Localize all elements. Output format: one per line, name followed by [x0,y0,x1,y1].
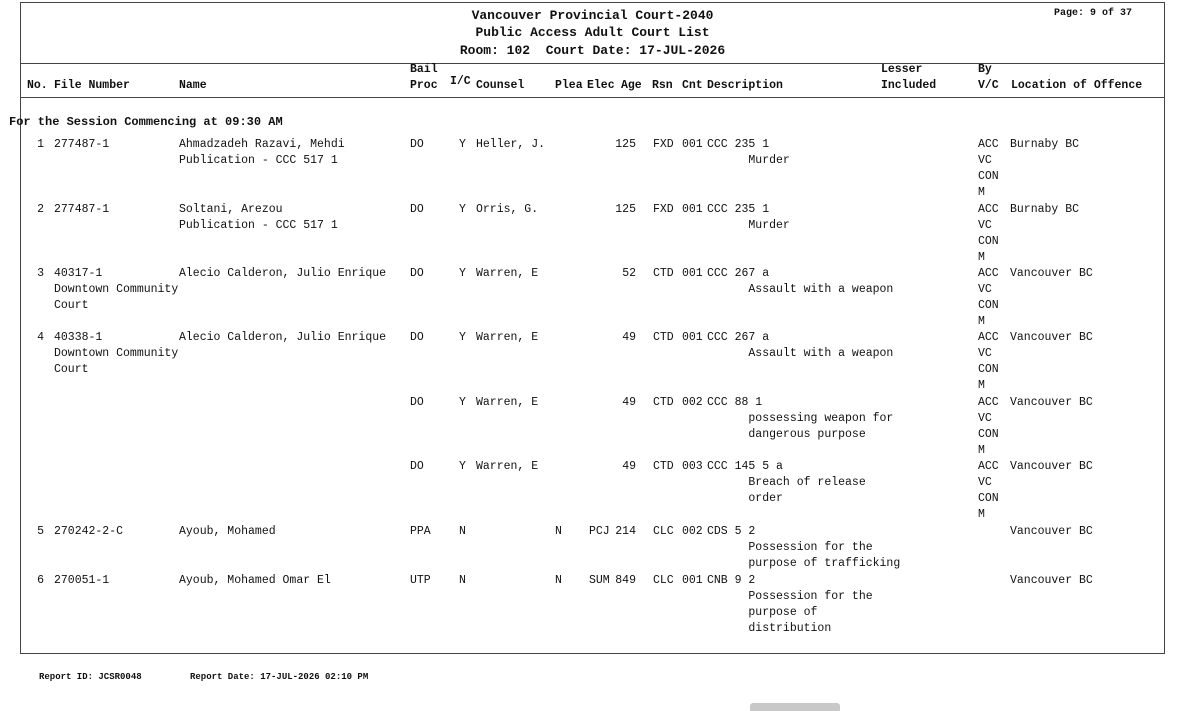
bail-proc: DO [410,203,424,216]
plea: N [555,574,562,587]
reason: CLC [653,574,674,587]
in-custody: Y [459,396,466,409]
page-number: 9 [1089,8,1096,19]
count: 001 [682,574,703,587]
location: Vancouver BC [1010,574,1093,587]
file-number: 270051-1 [54,574,110,587]
by-vc: ACC VC CON M [978,331,999,392]
col-age: Age [621,79,642,92]
in-custody: Y [459,203,466,216]
report-header [21,3,1164,64]
description: CNB 9 2 Possession for the purpose of distribution [707,574,873,635]
count: 001 [682,203,703,216]
court-title: Vancouver Provincial Court-2040 [471,8,714,23]
election: PCJ [589,525,610,538]
in-custody: N [459,574,466,587]
col-counsel: Counsel [476,79,525,92]
count: 001 [682,267,703,280]
by-vc: ACC VC CON M [978,138,999,199]
in-custody: Y [459,267,466,280]
count: 001 [682,331,703,344]
description: CCC 267 a Assault with a weapon [707,267,894,296]
row-number: 4 [37,331,44,344]
accused-name: Ayoub, Mohamed Omar El [179,574,331,587]
description: CCC 145 5 a Breach of release order [707,460,866,505]
counsel: Heller, J. [476,138,546,151]
row-number: 2 [37,203,44,216]
bail-proc: DO [410,396,424,409]
count: 001 [682,138,703,151]
file-number: 40317-1 Downtown Community Court [54,267,179,312]
bail-proc: DO [410,331,424,344]
report-date: Report Date: 17-JUL-2026 02:10 PM [190,672,369,682]
age: 849 [615,574,636,587]
bail-proc: PPA [410,525,431,538]
election: SUM [589,574,610,587]
page-total: 37 [1119,8,1132,19]
row-number: 1 [37,138,44,151]
file-number: 277487-1 [54,138,110,151]
col-file-number: File Number [54,79,130,92]
by-vc: ACC VC CON M [978,396,999,457]
location: Vancouver BC [1010,331,1093,344]
col-no: No. [27,79,48,92]
age: 214 [615,525,636,538]
in-custody: Y [459,331,466,344]
col-proc: Proc [410,79,438,92]
location: Vancouver BC [1010,460,1093,473]
age: 49 [622,460,636,473]
court-date: Court Date: 17-JUL-2026 [545,43,726,58]
description: CCC 267 a Assault with a weapon [707,331,894,360]
count: 003 [682,460,703,473]
reason: CTD [653,331,674,344]
description: CCC 88 1 possessing weapon for dangerous purpose [707,396,894,441]
column-headers [21,63,1164,98]
location: Vancouver BC [1010,267,1093,280]
col-rsn: Rsn [652,79,673,92]
description: CCC 235 1 Murder [707,203,790,232]
in-custody: Y [459,460,466,473]
counsel: Warren, E [476,460,539,473]
age: 49 [622,396,636,409]
session-heading: For the Session Commencing at 09:30 AM [9,115,283,129]
page-indicator [1048,8,1132,19]
reason: CTD [653,396,674,409]
counsel: Warren, E [476,331,539,344]
col-vc: V/C [978,79,999,92]
in-custody: N [459,525,466,538]
location: Vancouver BC [1010,396,1093,409]
col-description: Description [707,79,783,92]
col-name: Name [179,79,207,92]
reason: CTD [653,267,674,280]
location: Burnaby BC [1010,138,1080,151]
counsel: Warren, E [476,396,539,409]
bail-proc: DO [410,267,424,280]
counsel: Warren, E [476,267,539,280]
row-number: 5 [37,525,44,538]
col-cnt: Cnt [682,79,703,92]
in-custody: Y [459,138,466,151]
counsel: Orris, G. [476,203,539,216]
age: 125 [615,203,636,216]
accused-name: Alecio Calderon, Julio Enrique [179,267,387,280]
of-label: of [1101,8,1114,19]
file-number: 40338-1 Downtown Community Court [54,331,179,376]
count: 002 [682,396,703,409]
col-elec: Elec [587,79,615,92]
bail-proc: DO [410,460,424,473]
report-id: Report ID: JCSR0048 [39,672,142,682]
col-location: Location of Offence [1011,79,1143,92]
plea: N [555,525,562,538]
age: 49 [622,331,636,344]
col-plea: Plea [555,79,583,92]
accused-name: Ahmadzadeh Razavi, Mehdi Publication - CCC 517 1 [179,138,345,167]
by-vc: ACC VC CON M [978,203,999,264]
bail-proc: UTP [410,574,431,587]
col-by: By [978,63,992,76]
age: 52 [622,267,636,280]
room-label: Room: 102 [459,43,531,58]
col-lesser: Lesser [881,63,923,76]
by-vc: ACC VC CON M [978,460,999,521]
reason: FXD [653,203,674,216]
location: Vancouver BC [1010,525,1093,538]
description: CCC 235 1 Murder [707,138,790,167]
file-number: 277487-1 [54,203,110,216]
count: 002 [682,525,703,538]
location: Burnaby BC [1010,203,1080,216]
description: CDS 5 2 Possession for the purpose of trafficking [707,525,901,570]
file-number: 270242-2-C [54,525,124,538]
list-title: Public Access Adult Court List [475,25,710,40]
reason: CTD [653,460,674,473]
accused-name: Alecio Calderon, Julio Enrique [179,331,387,344]
accused-name: Ayoub, Mohamed [179,525,276,538]
bail-proc: DO [410,138,424,151]
row-number: 6 [37,574,44,587]
page-label: Page: [1053,8,1084,19]
reason: FXD [653,138,674,151]
row-number: 3 [37,267,44,280]
reason: CLC [653,525,674,538]
horizontal-scrollbar[interactable] [750,703,840,711]
by-vc: ACC VC CON M [978,267,999,328]
age: 125 [615,138,636,151]
col-ic: I/C [450,75,471,88]
room-date-line [21,43,1164,58]
col-bail: Bail [410,63,438,76]
accused-name: Soltani, Arezou Publication - CCC 517 1 [179,203,338,232]
col-included: Included [881,79,937,92]
